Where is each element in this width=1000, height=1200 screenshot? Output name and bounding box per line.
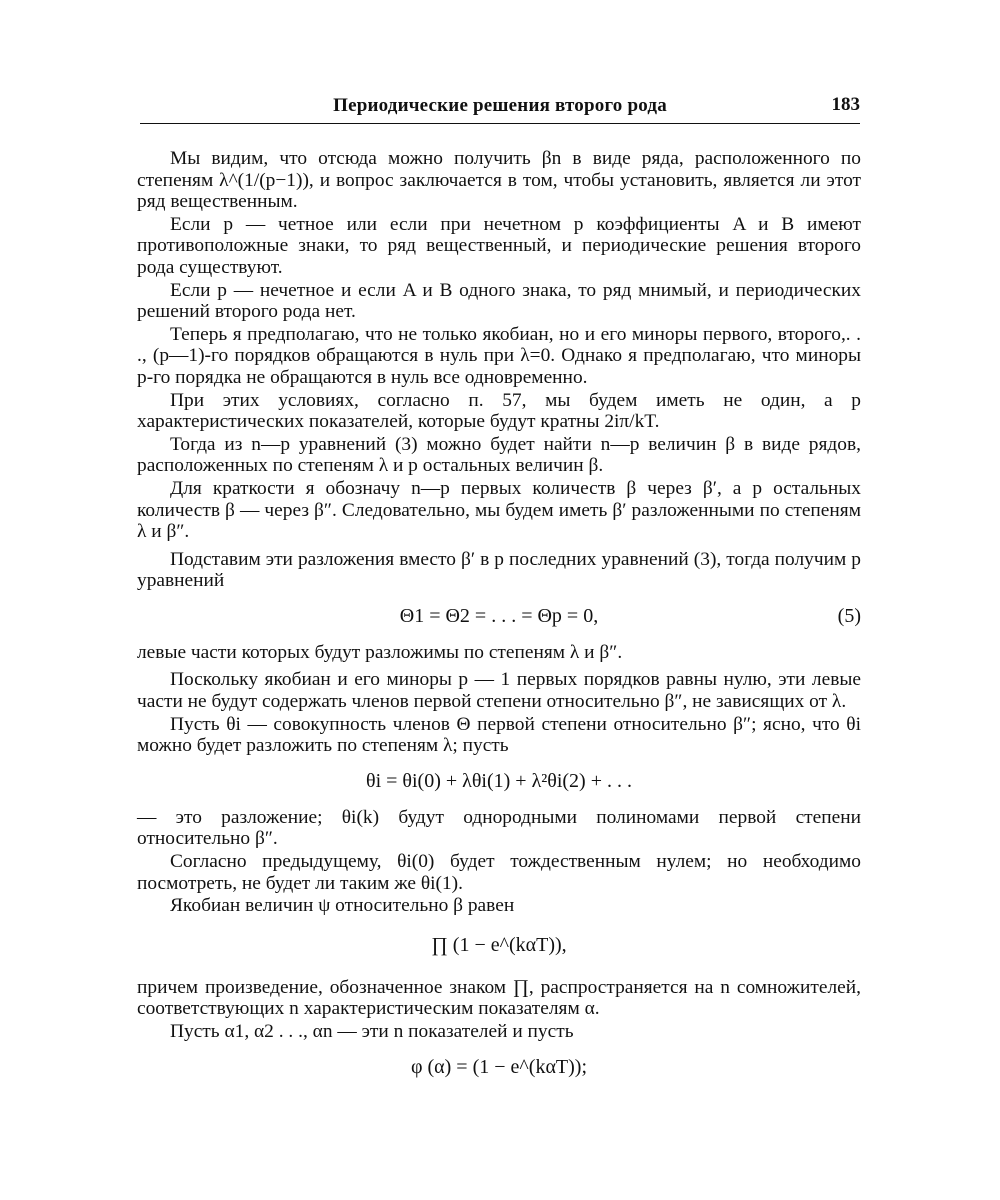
paragraph-3: Если p — нечетное и если A и B одного знака, то ряд мнимый, и периодических решений второго рода нет. bbox=[137, 279, 861, 323]
page-number: 183 bbox=[831, 94, 860, 115]
paragraph-8: Подставим эти разложения вместо β′ в p последних уравнений (3), тогда получим p уравнений bbox=[137, 548, 861, 592]
paragraph-11: Пусть θi — совокупность членов Θ первой степени относительно β″; ясно, что θi можно будет разложить по степеням λ; пусть bbox=[137, 713, 861, 757]
paragraph-1: Мы видим, что отсюда можно получить βn в виде ряда, расположенного по степеням λ^(1/(p−1)), и вопрос заключается в том, чтобы установить, является ли этот ряд вещественным. bbox=[137, 148, 861, 213]
page-body bbox=[137, 148, 861, 1093]
jacobian-product-equation bbox=[137, 931, 861, 959]
paragraph-9: левые части которых будут разложимы по степеням λ и β″. bbox=[137, 641, 623, 663]
paragraph-10: Поскольку якобиан и его миноры p — 1 первых порядков равны нулю, эти левые части не будут содержать членов первой степени относительно β″, не зависящих от λ. bbox=[137, 669, 861, 713]
phi-definition-equation bbox=[137, 1053, 861, 1081]
paragraph-13: Согласно предыдущему, θi(0) будет тождественным нулем; но необходимо посмотреть, не будет ли таким же θi(1). bbox=[137, 851, 861, 894]
paragraph-5: При этих условиях, согласно п. 57, мы будем иметь не один, а p характеристических показателей, которые будут кратны 2iπ/kT. bbox=[137, 389, 861, 433]
theta-expansion-equation bbox=[137, 767, 861, 795]
paragraph-2: Если p — четное или если при нечетном p коэффициенты A и B имеют противоположные знаки, то ряд вещественный, и периодические решения второго рода существуют. bbox=[137, 213, 861, 278]
running-title: Периодические решения второго рода bbox=[333, 95, 667, 116]
paragraph-15: причем произведение, обозначенное знаком ∏, распространяется на n сомножителей, соответствующих n характеристическим показателям α. bbox=[137, 976, 861, 1020]
phi-definition-body: φ (α) = (1 − e^(kαT)); bbox=[410, 1055, 588, 1078]
equation-5 bbox=[137, 602, 861, 630]
paragraph-14: Якобиан величин ψ относительно β равен bbox=[170, 895, 515, 917]
paragraph-4: Теперь я предполагаю, что не только якобиан, но и его миноры первого, второго,. . ., (p—1)-го порядков обращаются в нуль при λ=0. Однако я предполагаю, что миноры p-го порядка не обращаются в нуль все одновременно. bbox=[137, 323, 861, 388]
paragraph-7: Для краткости я обозначу n—p первых количеств β через β′, а p остальных количеств β — через β″. Следовательно, мы будем иметь β′ разложенными по степеням λ и β″. bbox=[137, 477, 861, 543]
page-header bbox=[140, 93, 860, 124]
theta-expansion-body: θi = θi(0) + λθi(1) + λ²θi(2) + . . . bbox=[365, 769, 632, 792]
paragraph-12: — это разложение; θi(k) будут однородными полиномами первой степени относительно β″. bbox=[137, 806, 861, 850]
jacobian-product-body: ∏ (1 − e^(kαT)), bbox=[431, 933, 567, 956]
equation-5-body: Θ1 = Θ2 = . . . = Θp = 0, bbox=[399, 604, 599, 627]
paragraph-6: Тогда из n—p уравнений (3) можно будет найти n—p величин β в виде рядов, расположенных по степеням λ и p остальных величин β. bbox=[137, 433, 861, 477]
paragraph-16: Пусть α1, α2 . . ., αn — эти n показателей и пусть bbox=[170, 1021, 574, 1042]
equation-number: (5) bbox=[837, 604, 861, 627]
